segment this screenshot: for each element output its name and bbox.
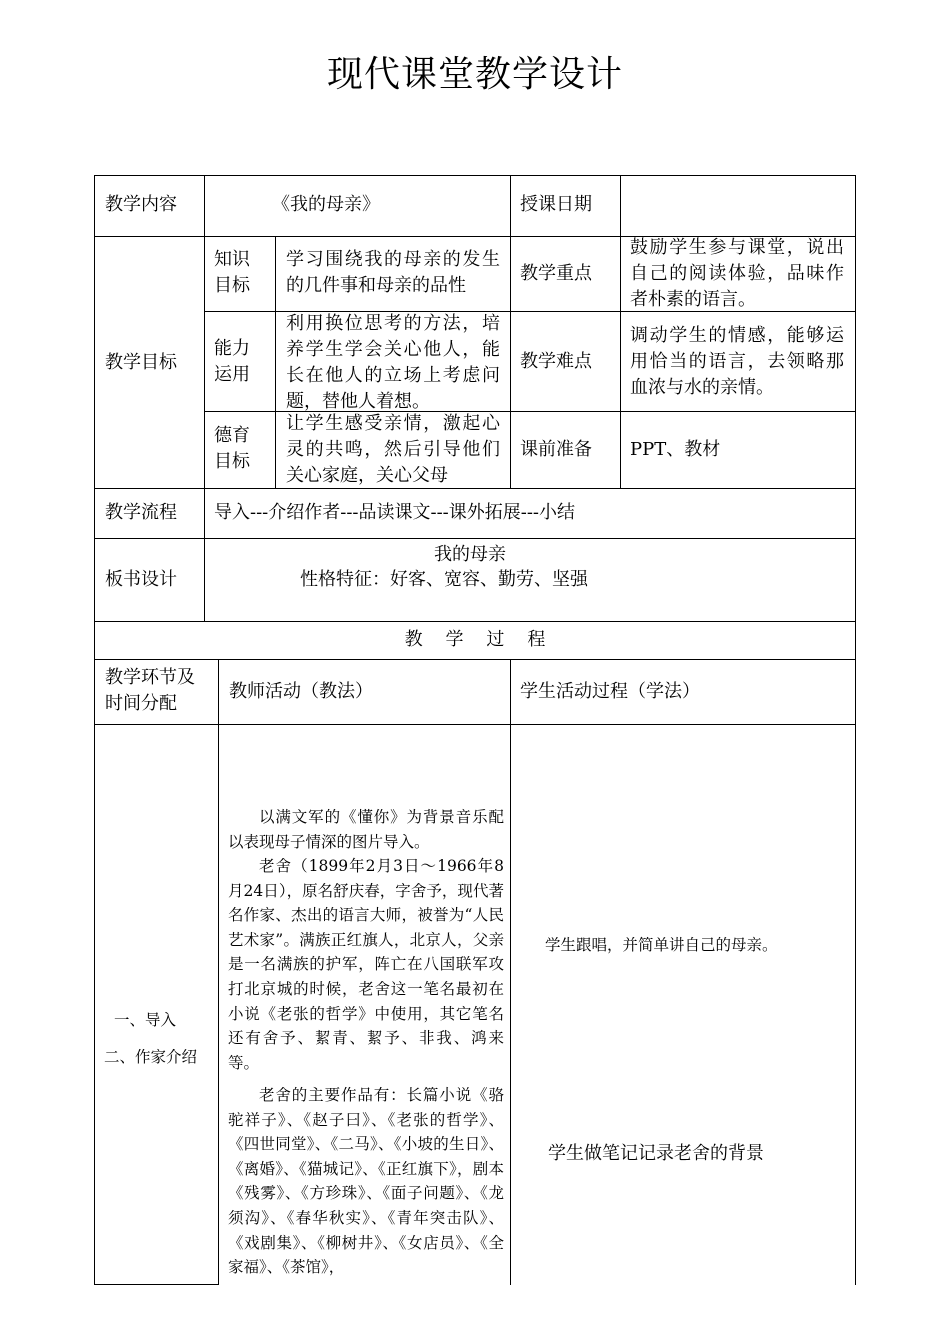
preparation-label: 课前准备 xyxy=(520,439,592,460)
difficulty-text: 调动学生的情感，能够运用恰当的语言，去领略那血浓与水的亲情。 xyxy=(630,325,844,398)
table-rule xyxy=(275,236,276,489)
flow-label: 教学流程 xyxy=(105,502,177,523)
stage-intro: 一、导入 xyxy=(114,1011,177,1029)
table-rule xyxy=(510,659,511,1285)
table-rule xyxy=(218,659,219,1285)
knowledge-objective-label: 知识目标 xyxy=(214,249,250,296)
table-rule xyxy=(94,175,856,176)
knowledge-objective-text: 学习围绕我的母亲的发生的几件事和母亲的品性 xyxy=(286,249,500,296)
teacher-activity-2: 老舍（1899年2月3日～1966年8月24日），原名舒庆春，字舍予，现代著名作家、杰出的语言大师，被誉为“人民艺术家”。满族正红旗人，北京人，父亲是一名满族的护军，阵亡在八国联军攻打北京城的时候，老舍这一笔名最初在小说《老张的哲学》中使用，其它笔名还有舍予、絜青、絜予、非我、鸿来等。 xyxy=(228,857,504,1072)
ability-objective-text: 利用换位思考的方法，培养学生学会关心他人，能长在他人的立场上考虑问题，替他人着想。 xyxy=(286,313,500,412)
date-label: 授课日期 xyxy=(520,194,592,215)
student-activity-1: 学生跟唱，并简单讲自己的母亲。 xyxy=(545,936,778,954)
content-label: 教学内容 xyxy=(105,194,177,215)
table-rule xyxy=(94,621,856,622)
key-point-text: 鼓励学生参与课堂，说出自己的阅读体验，品味作者朴素的语言。 xyxy=(630,237,844,310)
board-line-2: 性格特征：好客、宽容、勤劳、坚强 xyxy=(300,569,588,590)
teacher-activity-1: 以满文军的《懂你》为背景音乐配以表现母子情深的图片导入。 xyxy=(228,808,504,851)
student-activity-2: 学生做笔记记录老舍的背景 xyxy=(548,1143,764,1164)
table-rule xyxy=(94,175,95,1285)
moral-objective-label: 德育目标 xyxy=(214,425,250,472)
teacher-column-header: 教师活动（教法） xyxy=(229,681,373,702)
board-line-1: 我的母亲 xyxy=(434,544,506,565)
table-rule xyxy=(204,175,205,622)
key-point-label: 教学重点 xyxy=(520,263,592,284)
difficulty-label: 教学难点 xyxy=(520,351,592,372)
table-rule xyxy=(620,175,621,489)
process-title: 教 学 过 程 xyxy=(404,629,546,650)
page-title: 现代课堂教学设计 xyxy=(326,54,623,95)
table-rule xyxy=(94,538,856,539)
flow-text: 导入---介绍作者---品读课文---课外拓展---小结 xyxy=(214,502,575,523)
table-rule xyxy=(510,175,511,489)
table-rule xyxy=(94,724,856,725)
board-label: 板书设计 xyxy=(105,569,177,590)
preparation-text: PPT、教材 xyxy=(630,439,721,460)
objectives-label: 教学目标 xyxy=(105,352,177,373)
table-rule xyxy=(94,659,856,660)
content-value: 《我的母亲》 xyxy=(272,194,380,215)
stage-column-header: 教学环节及时间分配 xyxy=(105,667,195,714)
ability-objective-label: 能力运用 xyxy=(214,338,250,385)
table-rule xyxy=(94,1284,219,1285)
stage-author: 二、作家介绍 xyxy=(104,1048,198,1066)
student-column-header: 学生活动过程（学法） xyxy=(520,681,700,702)
table-rule xyxy=(855,175,856,1285)
moral-objective-text: 让学生感受亲情，激起心灵的共鸣，然后引导他们关心家庭，关心父母 xyxy=(286,413,500,486)
teacher-activity-3: 老舍的主要作品有：长篇小说《骆驼祥子》、《赵子曰》、《老张的哲学》、《四世同堂》、《二马》、《小坡的生日》、《离婚》、《猫城记》、《正红旗下》，剧本《残雾》、《方珍珠》、《面子问题》、《龙须沟》、《春华秋实》、《青年突击队》、《戏剧集》、《柳树井》、《女店员》、《全家福》、《茶馆》， xyxy=(228,1086,504,1277)
